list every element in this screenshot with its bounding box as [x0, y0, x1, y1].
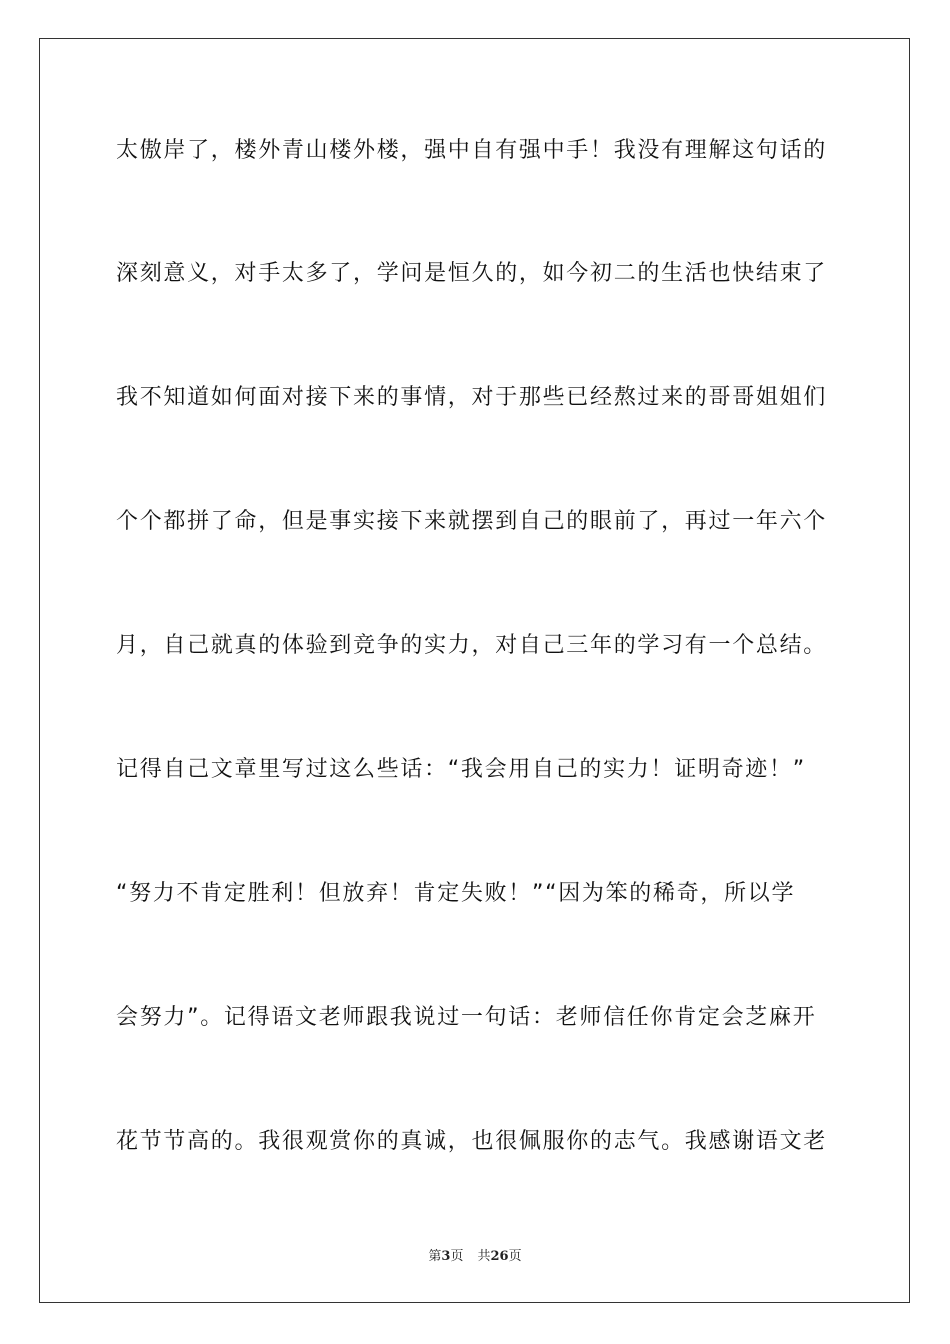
page-border [39, 38, 910, 1303]
total-pages-prefix: 共 [477, 1249, 491, 1264]
body-text-line: 深刻意义，对手太多了，学问是恒久的，如今初二的生活也快结束了 [116, 261, 828, 286]
body-text-line: 月，自己就真的体验到竞争的实力，对自己三年的学习有一个总结。 [116, 633, 828, 658]
total-pages: 26 [490, 1249, 509, 1264]
body-text-line: 会努力”。记得语文老师跟我说过一句话：老师信任你肯定会芝麻开 [116, 1005, 817, 1030]
page-footer [0, 1249, 950, 1265]
body-text-line: 花节节高的。我很观赏你的真诚，也很佩服你的志气。我感谢语文老 [116, 1129, 828, 1154]
body-text-line: “努力不肯定胜利！但放弃！肯定失败！”“因为笨的稀奇，所以学 [116, 881, 796, 906]
body-text-line: 太傲岸了，楼外青山楼外楼，强中自有强中手！我没有理解这句话的 [116, 138, 828, 163]
body-text-line: 我不知道如何面对接下来的事情，对于那些已经熬过来的哥哥姐姐们 [116, 385, 828, 410]
body-text-line: 记得自己文章里写过这么些话：“我会用自己的实力！证明奇迹！” [116, 757, 806, 782]
total-pages-suffix: 页 [508, 1249, 522, 1264]
page-number-suffix: 页 [450, 1249, 464, 1264]
body-text-line: 个个都拼了命，但是事实接下来就摆到自己的眼前了，再过一年六个 [116, 509, 828, 534]
page-number: 3 [441, 1249, 451, 1264]
page-number-prefix: 第 [428, 1249, 442, 1264]
